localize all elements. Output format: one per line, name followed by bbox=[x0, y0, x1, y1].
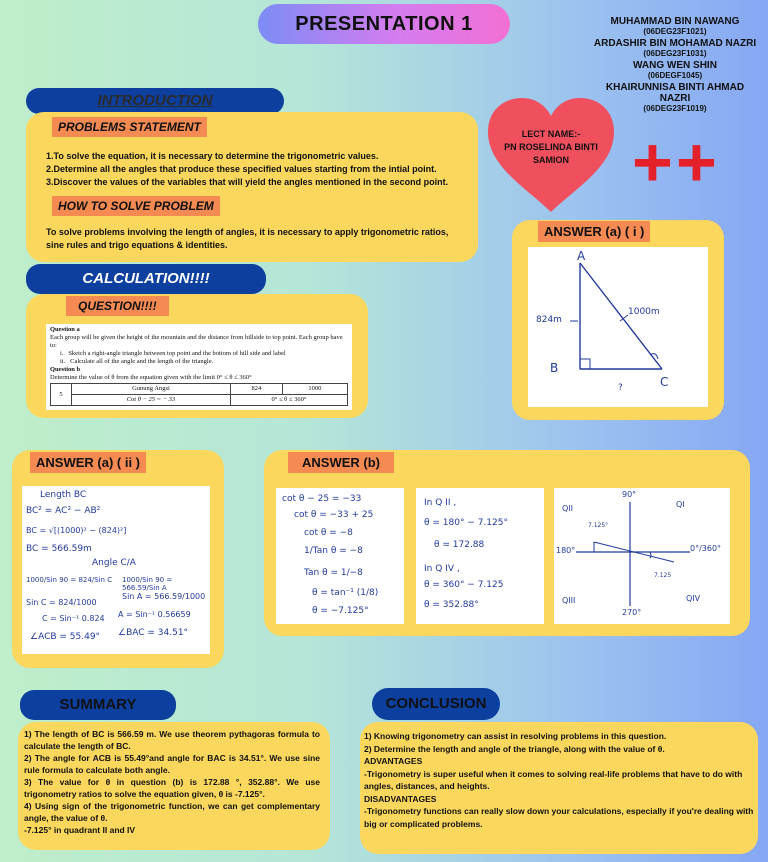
author-id: (06DEG23F1019) bbox=[643, 104, 707, 113]
summary-item: 3) The value for θ in question (b) is 172.88 °, 352.88°. We use trigonometry ratios to solve the equation given, θ is -7.125°. bbox=[24, 777, 320, 799]
answer-b-work-2 bbox=[416, 488, 544, 624]
summary-item: 1) The length of BC is 566.59 m. We use theorem pythagoras formula to calculate the length of BC. bbox=[24, 729, 320, 751]
lecturer-line: SAMION bbox=[533, 155, 569, 165]
question-card bbox=[46, 324, 352, 410]
question-a-title: Question a bbox=[50, 326, 80, 333]
work-line: cot θ = −8 bbox=[304, 528, 353, 538]
author-id: (06DEG23F1031) bbox=[643, 49, 707, 58]
axes-drawing bbox=[554, 488, 730, 624]
angle-label: 7.125° bbox=[588, 522, 609, 529]
table-cell: 0° ≤ θ ≤ 360° bbox=[230, 395, 347, 406]
question-b-title: Question b bbox=[50, 366, 81, 373]
lecturer-line: PN ROSELINDA BINTI bbox=[504, 142, 598, 152]
side-ac-label: 1000m bbox=[628, 307, 660, 317]
problem-item: 2.Determine all the angles that produce these specified values starting from the intial point. bbox=[46, 164, 437, 174]
lecturer-name bbox=[500, 128, 602, 167]
quadrant-3-label: QIII bbox=[562, 596, 576, 605]
author-id: (06DEGF1045) bbox=[647, 71, 703, 80]
item-text: Sketch a right-angle triangle between top point and the bottom of hill side and label bbox=[68, 350, 286, 357]
how-to-solve-label: HOW TO SOLVE PROBLEM bbox=[52, 196, 220, 216]
conclusion-heading: CONCLUSION bbox=[385, 695, 487, 712]
axis-90-label: 90° bbox=[622, 490, 637, 499]
author-name: MUHAMMAD BIN NAWANG bbox=[610, 16, 740, 27]
work-line: θ = −7.125° bbox=[312, 606, 369, 616]
conclusion-item: DISADVANTAGES bbox=[364, 793, 437, 804]
angle-label: 7.125 bbox=[654, 572, 672, 579]
item-number: i. bbox=[60, 350, 64, 357]
work-line: A = Sin⁻¹ 0.56659 bbox=[118, 610, 191, 619]
vertex-a-label: A bbox=[577, 249, 586, 263]
axis-180-label: 180° bbox=[556, 546, 576, 555]
author-name: KHAIRUNNISA BINTI AHMAD NAZRI bbox=[605, 82, 745, 104]
calculation-heading: CALCULATION!!!! bbox=[82, 270, 210, 287]
work-line: 1000/Sin 90 = 566.59/Sin A bbox=[122, 576, 173, 592]
how-to-solve-text: To solve problems involving the length of angles, it is necessary to apply trigonometric ratios, sine rules and trigo equations & identities. bbox=[46, 227, 449, 250]
conclusion-text bbox=[364, 730, 756, 830]
lecturer-line: LECT NAME:- bbox=[521, 129, 581, 139]
question-a-item bbox=[50, 350, 348, 358]
work-line: BC² = AC² − AB² bbox=[26, 506, 101, 516]
answer-a-ii-work bbox=[22, 486, 210, 654]
quadrant-4-label: QIV bbox=[686, 594, 701, 603]
quadrant-1-label: QI bbox=[676, 500, 685, 509]
work-line: 1000/Sin 90 = 824/Sin C bbox=[26, 576, 113, 584]
table-header-cell: Gunung Angsi bbox=[72, 384, 231, 395]
quadrant-diagram bbox=[554, 488, 730, 624]
question-a-text: Each group will be given the height of the mountain and the distance from hillside to top point. Each group have to: bbox=[50, 334, 343, 349]
work-line: θ = 180° − 7.125° bbox=[424, 518, 508, 528]
conclusion-item: 2) Determine the length and angle of the triangle, along with the value of θ. bbox=[364, 743, 665, 754]
question-a-item bbox=[50, 358, 348, 366]
work-line: cot θ = −33 + 25 bbox=[294, 510, 374, 520]
summary-item: -7.125° in quadrant II and IV bbox=[24, 825, 136, 835]
author-id: (06DEG23F1021) bbox=[643, 27, 707, 36]
work-line: 1/Tan θ = −8 bbox=[304, 546, 363, 556]
triangle-sketch bbox=[528, 247, 708, 407]
question-label: QUESTION!!!! bbox=[66, 296, 169, 316]
work-line: Sin C = 824/1000 bbox=[26, 598, 97, 607]
author-name: ARDASHIR BIN MOHAMAD NAZRI bbox=[593, 38, 757, 49]
work-line: θ = 352.88° bbox=[424, 600, 479, 610]
question-table bbox=[50, 383, 348, 406]
presentation-title: PRESENTATION 1 bbox=[258, 4, 510, 44]
table-header-cell: 824 bbox=[230, 384, 282, 395]
work-line: Tan θ = 1/−8 bbox=[304, 568, 363, 578]
work-line: Sin A = 566.59/1000 bbox=[122, 592, 206, 601]
work-line: θ = 360° − 7.125 bbox=[424, 580, 504, 590]
answer-b-work-1 bbox=[276, 488, 404, 624]
work-line: θ = tan⁻¹ (1/8) bbox=[312, 588, 379, 598]
conclusion-item: 1) Knowing trigonometry can assist in resolving problems in this question. bbox=[364, 731, 667, 741]
quadrant-2-label: QII bbox=[562, 504, 574, 513]
introduction-heading: INTRODUCTION bbox=[97, 92, 213, 109]
problem-item: 3.Discover the values of the variables that will yield the angles mentioned in the second point. bbox=[46, 177, 449, 187]
table-cell: Cot θ − 25 = − 33 bbox=[72, 395, 231, 406]
answer-a-ii-label: ANSWER (a) ( ii ) bbox=[30, 452, 146, 473]
work-line: cot θ − 25 = −33 bbox=[282, 494, 362, 504]
conclusion-heading-pill bbox=[372, 688, 500, 720]
item-number: ii. bbox=[60, 358, 66, 365]
work-line: In Q IV , bbox=[424, 564, 460, 574]
work-line: BC = √[(1000)² − (824)²] bbox=[26, 526, 127, 535]
summary-heading-pill bbox=[20, 690, 176, 720]
problem-item: 1.To solve the equation, it is necessary to determine the trigonometric values. bbox=[46, 151, 379, 161]
conclusion-item: ADVANTAGES bbox=[364, 756, 423, 766]
work-line: C = Sin⁻¹ 0.824 bbox=[42, 614, 105, 623]
table-header-cell: 1000 bbox=[282, 384, 347, 395]
axis-270-label: 270° bbox=[622, 608, 642, 617]
conclusion-item: -Trigonometry functions can really slow down your calculations, especially if you're dealing with big or complicated problems. bbox=[364, 806, 754, 829]
work-line: ∠ACB = 55.49° bbox=[30, 632, 101, 642]
introduction-heading-pill bbox=[26, 88, 284, 114]
question-b-text: Determine the value of θ from the equation given with the limit 0° ≤ θ ≤ 360° bbox=[50, 374, 252, 381]
group-number: 5 bbox=[51, 384, 72, 406]
summary-text bbox=[24, 728, 320, 836]
work-line: BC = 566.59m bbox=[26, 544, 92, 554]
answer-a-i-label: ANSWER (a) ( i ) bbox=[538, 221, 650, 242]
vertex-b-label: B bbox=[550, 361, 559, 375]
summary-heading: SUMMARY bbox=[59, 696, 137, 713]
work-line: In Q II , bbox=[424, 498, 457, 508]
calculation-heading-pill bbox=[26, 264, 266, 294]
problems-list bbox=[46, 150, 476, 189]
side-ab-label: 824m bbox=[536, 315, 562, 325]
author-name: WANG WEN SHIN bbox=[633, 60, 717, 71]
side-bc-unknown: ? bbox=[618, 383, 623, 393]
problems-statement-label: PROBLEMS STATEMENT bbox=[52, 117, 207, 137]
answer-b-label: ANSWER (b) bbox=[288, 452, 394, 473]
work-line: Angle C/A bbox=[92, 558, 136, 568]
summary-item: 4) Using sign of the trigonometric function, we can get complementary angle, the value of θ. bbox=[24, 801, 320, 823]
work-line: Length BC bbox=[40, 490, 87, 500]
vertex-c-label: C bbox=[660, 375, 669, 389]
item-text: Calculate all of the angle and the length of the triangle. bbox=[70, 358, 214, 365]
work-line: ∠BAC = 34.51° bbox=[118, 628, 189, 638]
summary-item: 2) The angle for ACB is 55.49°and angle for BAC is 34.51°. We use sine rule formula to calculate both angle. bbox=[24, 753, 320, 775]
plus-icon: + bbox=[676, 123, 717, 201]
plus-icon: + bbox=[632, 123, 673, 201]
work-line: θ = 172.88 bbox=[434, 540, 485, 550]
axis-0-360-label: 0°/360° bbox=[690, 544, 722, 553]
conclusion-item: -Trigonometry is super useful when it comes to solving real-life problems that have to do with angles, distances, and heights. bbox=[364, 768, 743, 791]
